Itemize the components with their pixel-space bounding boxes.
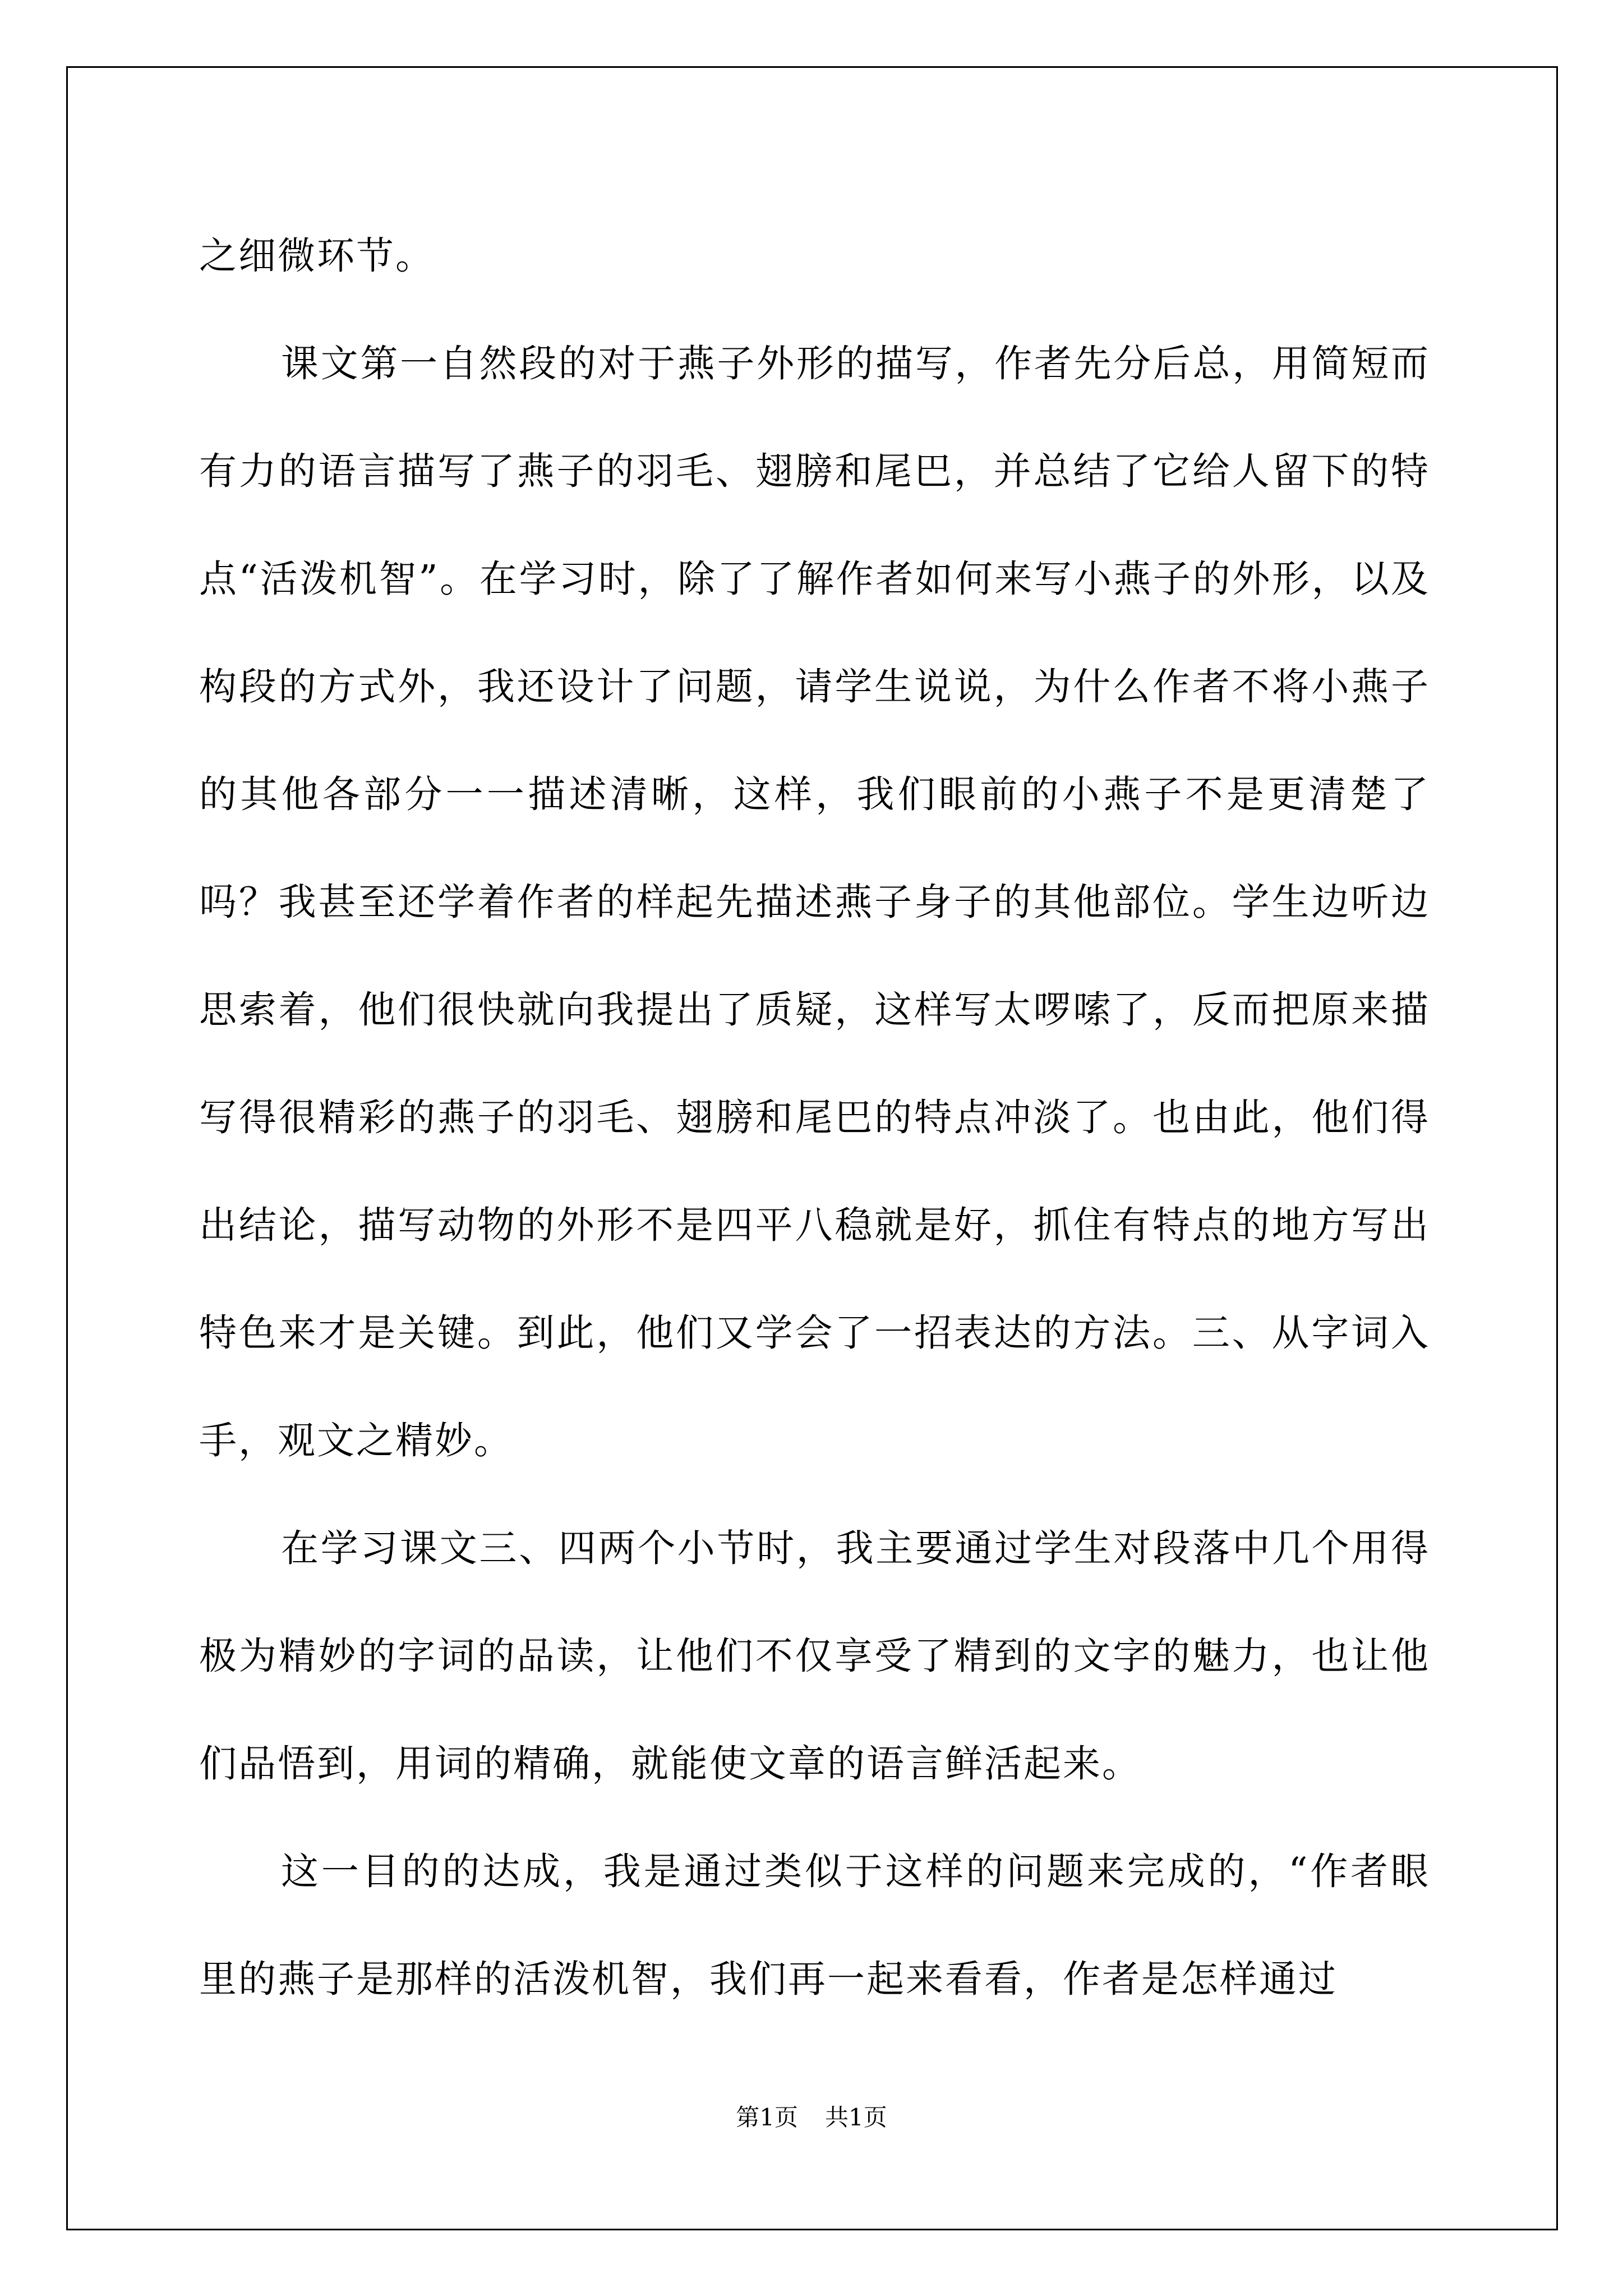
document-body — [199, 202, 1430, 2033]
paragraph-1: 之细微环节。 — [199, 234, 435, 278]
paragraph-2: 课文第一自然段的对于燕子外形的描写，作者先分后总，用简短而有力的语言描写了燕子的羽毛、翅膀和尾巴，并总结了它给人留下的特点“活泼机智”。在学习时，除了了解作者如何来写小燕子的外形，以及构段的方式外，我还设计了问题，请学生说说，为什么作者不将小燕子的其他各部分一一描述清晰，这样，我们眼前的小燕子不是更清楚了吗？我甚至还学着作者的样起先描述燕子身子的其他部位。学生边听边思索着，他们很快就向我提出了质疑，这样写太啰嗦了，反而把原来描写得很精彩的燕子的羽毛、翅膀和尾巴的特点冲淡了。也由此，他们得出结论，描写动物的外形不是四平八稳就是好，抓住有特点的地方写出特色来才是关键。到此，他们又学会了一招表达的方法。三、从字词入手，观文之精妙。 — [199, 342, 1430, 1462]
paragraph-3: 在学习课文三、四两个小节时，我主要通过学生对段落中几个用得极为精妙的字词的品读，让他们不仅享受了精到的文字的魅力，也让他们品悟到，用词的精确，就能使文章的语言鲜活起来。 — [199, 1526, 1430, 1786]
page-footer — [0, 2099, 1623, 2133]
paragraph-4: 这一目的的达成，我是通过类似于这样的问题来完成的，“作者眼里的燕子是那样的活泼机智，我们再一起来看看，作者是怎样通过 — [199, 1849, 1430, 2001]
page-number: 第1页 — [736, 2104, 798, 2131]
page-total: 共1页 — [825, 2104, 887, 2131]
